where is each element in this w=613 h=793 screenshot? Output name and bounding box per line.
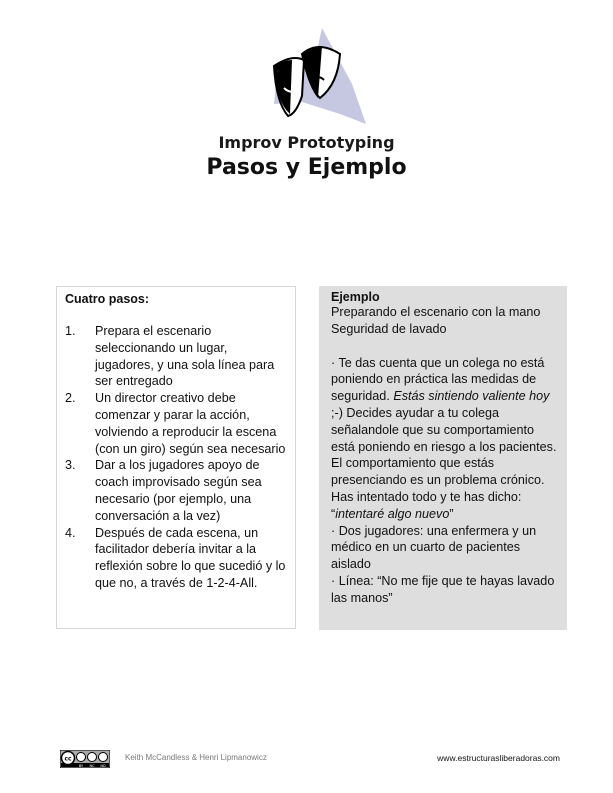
bullet-text: ;-) Decides ayudar a tu colega señalandole que su comportamiento está poniendo en riesgo a los pacientes. El comportamiento que estás presenciando es un problema crónico. Has intentado todo y te has dicho: “ xyxy=(331,405,557,521)
by-label: BY xyxy=(78,764,84,768)
example-intro-line: Seguridad de lavado xyxy=(331,321,447,336)
theater-masks-logo xyxy=(262,24,370,132)
step-number: 4. xyxy=(65,525,76,540)
footer-authors: Keith McCandless & Henri Lipmanowicz xyxy=(125,753,267,762)
nc-label: NC xyxy=(89,764,95,768)
step-item xyxy=(65,457,287,524)
cc-by-nc-nd-icon xyxy=(60,750,110,768)
bullet-text: ” xyxy=(449,506,454,521)
steps-list xyxy=(65,323,287,592)
step-item xyxy=(65,390,287,457)
bullet-text: · Te das cuenta que un colega no está poniendo en práctica las medidas de seguridad. xyxy=(331,355,545,404)
steps-box xyxy=(56,286,296,629)
step-text: Prepara el escenario seleccionando un lugar, jugadores, y una sola línea para ser entregado xyxy=(95,324,275,389)
step-text: Un director creativo debe comenzar y parar la acción, volviendo a reproducir la escena (con un giro) según sea necesario xyxy=(95,391,286,456)
step-item xyxy=(65,525,287,592)
step-number: 1. xyxy=(65,324,76,338)
document-subtitle: Improv Prototyping xyxy=(218,133,395,152)
document-title: Pasos y Ejemplo xyxy=(206,155,407,180)
example-bullet: · Dos jugadores: una enfermera y un médico en un cuarto de pacientes aislado xyxy=(331,523,537,572)
bullet-italic-text: Estás sintiendo valiente hoy xyxy=(393,389,550,404)
footer-url-link[interactable]: www.estructurasliberadoras.com xyxy=(437,753,560,763)
step-text: Después de cada escena, un facilitador debería invitar a la reflexión sobre lo que sucedió y lo que no, a través de 1-2-4-All. xyxy=(95,525,286,590)
step-number: 3. xyxy=(65,458,76,473)
step-item xyxy=(65,323,287,390)
example-bullet: · Línea: “No me fije que te hayas lavado las manos” xyxy=(331,573,555,605)
example-box xyxy=(319,286,567,630)
example-content xyxy=(331,304,557,607)
step-text: Dar a los jugadores apoyo de coach improvisado según sea necesario (por ejemplo, una conversación a la vez) xyxy=(95,458,262,523)
example-bullet xyxy=(331,355,557,523)
bullet-quote-text: intentaré algo nuevo xyxy=(335,506,450,521)
step-number: 2. xyxy=(65,391,76,406)
steps-heading: Cuatro pasos: xyxy=(65,292,150,306)
example-intro-line: Preparando el escenario con la mano xyxy=(331,305,541,319)
cc-label: cc xyxy=(64,755,72,763)
example-heading: Ejemplo xyxy=(331,290,380,304)
nd-label: ND xyxy=(100,764,106,768)
